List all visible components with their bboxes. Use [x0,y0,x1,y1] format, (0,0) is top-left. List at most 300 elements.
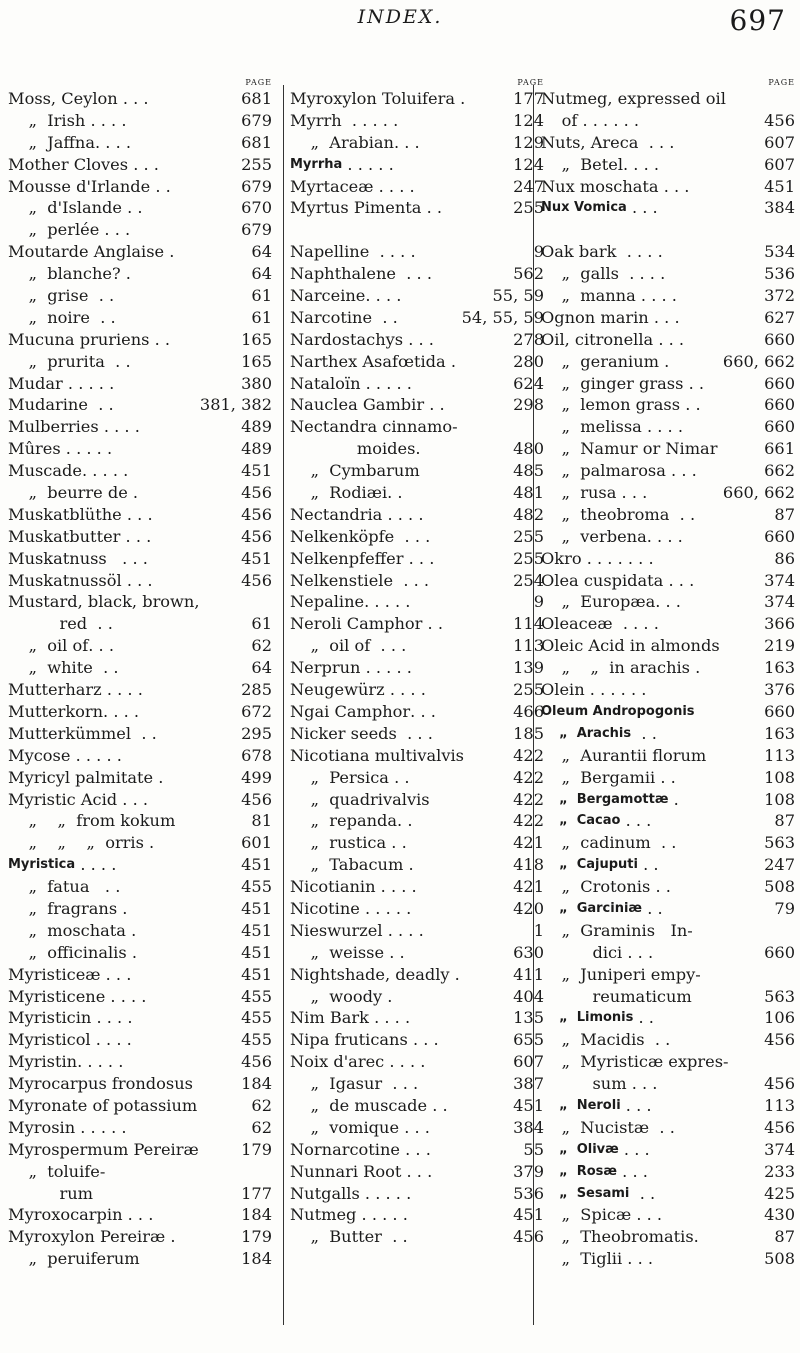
index-page-ref: 660, 662 [722,483,795,503]
index-leader-dots: . . . . [373,176,415,196]
index-entry [8,1139,272,1161]
index-page-ref: 379 [513,1161,544,1181]
index-leader-dots: . . . . [646,526,683,546]
index-term: Napelline [290,242,370,262]
index-page-ref: 179 [241,1227,272,1247]
index-entry [290,832,544,854]
index-page-ref: 380 [241,373,272,393]
index-term: Nipa fruticans [290,1030,408,1050]
index-leader-dots: . . [629,1183,656,1203]
index-page-ref: 660 [764,942,795,962]
index-entry [8,570,272,592]
index-leader-dots: . . . . . [360,373,412,393]
index-term: red [8,614,88,634]
index-page-ref: 254 [513,570,544,590]
index-page-ref: 455 [241,1008,272,1028]
index-leader-dots: . . . . . [75,1117,127,1137]
index-leader-dots: . . [87,395,114,415]
index-leader-dots: . . . . [382,920,424,940]
index-term: Myroxocarpin [8,1205,123,1225]
index-page-ref: 451 [241,942,272,962]
index-leader-dots: . . . [648,307,680,327]
index-page-ref: 660, 662 [722,351,795,371]
index-page-ref: 1 [533,920,544,940]
index-leader-dots: . . . [399,1117,430,1137]
index-entry [290,110,544,132]
index-leader-dots: . . . . [94,132,132,152]
index-entry [8,460,272,482]
index-entry [290,197,544,219]
index-page-ref: 662 [764,461,795,481]
index-leader-dots: . . . . [91,1008,133,1028]
running-title: INDEX. [357,6,443,28]
index-page-ref: 489 [241,439,272,459]
index-page-ref: 425 [764,1183,795,1203]
index-term: „ noire [8,307,90,327]
index-leader-dots: . . . . [368,1008,411,1028]
index-leader-dots [706,745,764,767]
index-leader-dots: . . [680,395,701,415]
index-page-ref: 9 [533,592,544,612]
index-entry [8,613,272,635]
index-term: Olein [541,680,585,700]
index-entry [8,307,272,329]
index-leader-dots [140,1248,241,1270]
index-term: Moutarde Anglaise [8,242,165,262]
index-page-ref: 601 [241,833,272,853]
index-term: Mutterkorn [8,701,104,721]
index-page-ref: 64 [251,242,272,262]
index-entry [8,285,272,307]
index-page-ref: 184 [241,1205,272,1225]
index-page-ref: 233 [764,1161,795,1181]
index-leader-dots: . . . . [101,680,143,700]
index-leader-dots: . . [384,942,405,962]
index-leader-dots: . . . [100,964,132,984]
index-entry [541,504,795,526]
index-entry [8,1117,272,1139]
index-entry [541,635,795,657]
index-page-ref: 660 [764,373,795,393]
index-term: „ d'Islande [8,198,122,218]
index-page-ref: 165 [241,351,272,371]
index-page-ref: 280 [513,351,544,371]
index-term: „ Persica [290,767,389,787]
index-leader-dots: . [126,942,137,962]
index-page-ref: 87 [774,504,795,524]
index-leader-dots [720,635,764,657]
index-page-ref: 184 [241,1074,272,1094]
index-page-ref: 81 [251,811,272,831]
index-leader-dots: . . . [655,592,681,612]
index-leader-dots: . . [381,1227,408,1247]
index-term: Myrocarpus frondosus [8,1074,193,1094]
index-page-ref: 61 [251,286,272,306]
index-entry [541,591,795,613]
index-page-ref: 480 [513,439,544,459]
index-term: Mulberries [8,417,99,437]
index-term: „ rusa [541,483,617,503]
index-leader-dots: . . . . . [341,110,399,130]
index-leader-dots: . . . [620,1095,652,1115]
index-leader-dots: . . [89,877,121,897]
index-leader-dots: . . . [370,636,407,656]
index-term: moides [290,439,416,459]
index-leader-dots: . [165,1227,176,1247]
index-page-ref: 108 [764,767,795,787]
index-leader-dots: . . [104,351,131,371]
index-term: Neugewürz [290,680,385,700]
index-entry [8,373,272,395]
index-term: „ Myristicæ expres- [541,1052,729,1072]
index-leader-dots: . [153,767,164,787]
index-entry [8,1161,272,1183]
index-page-ref: 381, 382 [199,395,272,415]
index-term: „ Arabian [290,132,394,152]
index-leader-dots: . . . . [90,1030,132,1050]
index-entry [290,1139,544,1161]
index-entry [290,1226,544,1248]
index-entry [290,526,544,548]
index-leader-dots: . . . [401,1161,433,1181]
index-page-ref: 536 [764,264,795,284]
index-entry [290,548,544,570]
index-entry [290,329,544,351]
index-page-ref: 451 [241,964,272,984]
index-page-ref: 451 [513,1205,544,1225]
index-entry [8,438,272,460]
index-page-ref: 184 [241,1249,272,1269]
index-page-ref: 508 [764,1249,795,1269]
index-term: „ Arachis [541,725,632,741]
index-entry [541,460,795,482]
index-leader-dots: . . . . [616,242,663,262]
index-leader-dots [726,88,795,110]
index-leader-dots [692,986,764,1008]
page-header [0,4,800,44]
index-term: Nelkenköpfe [290,526,395,546]
index-page-ref: 376 [764,680,795,700]
index-entry [8,219,272,241]
index-term: „ „ from kokum [8,811,176,831]
index-leader-dots: . [449,964,460,984]
index-term: Nux moschata [541,176,659,196]
index-page-ref: 679 [241,176,272,196]
index-page-ref: 247 [513,176,544,196]
index-page-ref: 87 [774,1227,795,1247]
index-page-ref: 106 [764,1008,795,1028]
index-entry [290,438,544,460]
index-page-ref: 679 [241,220,272,240]
index-entry [8,241,272,263]
index-page-ref: 298 [513,395,544,415]
index-term: reumaticum [541,986,692,1006]
index-entry [541,1007,795,1029]
index-entry [290,394,544,416]
index-term: Muskatblüthe [8,504,122,524]
index-leader-dots: . . [89,307,116,327]
index-term: Oleum Andropogonis [541,703,695,719]
index-leader-dots: . . . [638,132,675,152]
index-entry [290,285,544,307]
index-entry [541,373,795,395]
index-term: „ Tabacum [290,855,404,875]
index-term: Narcotine [290,307,373,327]
index-term: „ Cajuputi [541,857,638,873]
index-leader-dots: . [127,483,139,503]
index-page-ref: 278 [513,329,544,349]
index-entry [290,876,544,898]
index-page-ref: 607 [513,1052,544,1072]
index-term: Oleic Acid in almonds [541,636,720,656]
index-term: Nim Bark [290,1008,369,1028]
index-entry [290,1051,544,1073]
index-page-ref: 670 [241,198,272,218]
index-term: Oil, citronella [541,329,654,349]
index-entry [8,548,272,570]
index-entry [541,548,795,570]
index-leader-dots [197,1095,251,1117]
index-leader-dots: . . . [407,1030,439,1050]
index-leader-dots: . [382,986,393,1006]
index-page-ref: 508 [764,877,795,897]
index-entry [541,526,795,548]
index-entry [8,810,272,832]
index-leader-dots: . . [655,767,676,787]
index-term: „ Irish [8,110,86,130]
index-entry [541,964,795,986]
index-term: „ perlée [8,220,100,240]
index-leader-dots: . . . . . [81,461,129,481]
index-leader-dots: . . . . . [359,898,412,918]
index-term: Myrrha [290,156,343,172]
index-leader-dots: . . [642,898,663,918]
index-term: Myristiceæ [8,964,101,984]
index-page-ref: 9 [533,242,544,262]
index-entry [290,810,544,832]
index-entry [290,504,544,526]
index-leader-dots: . . . [394,526,431,546]
index-term: „ Igasur [290,1074,383,1094]
index-page-ref: 451 [241,461,272,481]
index-leader-dots: . [693,1227,699,1247]
index-term: Muskatnuss [8,548,107,568]
index-entry [541,1226,795,1248]
index-term: Nicotine [290,898,360,918]
index-term: Noix d'arec [290,1052,385,1072]
index-leader-dots: . . . . [75,855,117,875]
index-leader-dots: . . . . [365,286,402,306]
index-page-ref: 456 [241,789,272,809]
index-page-ref: 660 [764,526,795,546]
index-page-ref: 607 [764,132,795,152]
index-term: „ ginger grass [541,373,684,393]
index-page-ref: 422 [513,789,544,809]
index-term: Myristica [8,857,76,873]
index-entry [290,767,544,789]
index-page-ref: 64 [251,264,272,284]
index-page-ref: 129 [513,132,544,152]
index-leader-dots: . [117,898,128,918]
index-term: „ palmarosa [541,461,666,481]
index-page-ref: 466 [513,701,544,721]
index-term: Okro [541,548,582,568]
index-leader-dots: . . . [616,483,648,503]
index-leader-dots: . . . . . [62,373,115,393]
index-leader-dots: . . . [121,570,153,590]
index-leader-dots: . . [121,198,143,218]
index-term: of [541,110,578,130]
index-term: „ rustica [290,833,387,853]
index-term: Nutmeg [290,1205,357,1225]
index-leader-dots: . . . [403,329,434,349]
index-page-ref: 62 [251,1095,272,1115]
index-entry [541,1183,795,1205]
index-entry [290,942,544,964]
index-term: Mucuna pruriens [8,329,150,349]
index-term: „ beurre de [8,483,128,503]
index-page-ref: 384 [764,198,795,218]
index-page-ref: 163 [764,723,795,743]
index-page-ref: 86 [774,548,795,568]
index-page-ref: 411 [513,964,544,984]
index-page-ref: 61 [251,614,272,634]
index-term: „ Graminis In- [541,920,693,940]
index-entry [541,132,795,154]
index-page-ref: 456 [764,1074,795,1094]
index-term: „ galls [541,264,619,284]
index-entry [290,986,544,1008]
index-page-ref: 456 [241,483,272,503]
index-entry [8,394,272,416]
index-entry [8,1095,272,1117]
index-entry [541,723,795,745]
index-term: „ oil of [8,636,89,656]
index-entry [8,1073,272,1095]
index-entry [8,1007,272,1029]
index-leader-dots: . . [388,767,410,787]
index-term: „ prurita [8,351,105,371]
index-entry [290,679,544,701]
index-leader-dots: . . . [121,504,153,524]
index-term: „ toluife- [8,1161,106,1181]
index-leader-dots [175,810,251,832]
index-term: „ Macidis [541,1030,645,1050]
index-term: „ Nucistæ [541,1117,650,1137]
index-entry [290,1029,544,1051]
index-leader-dots: . . . . [98,417,140,437]
index-page-ref: 563 [764,986,795,1006]
index-page-ref: 451 [241,898,272,918]
index-leader-dots: . . . . [384,1052,426,1072]
index-term: Narceine [290,286,366,306]
index-leader-dots: . . . . [369,242,416,262]
index-leader-dots: . . [422,614,443,634]
index-leader-dots: . . [683,373,705,393]
index-leader-dots: . . . [620,811,652,831]
index-term: Ngai Camphor [290,701,411,721]
index-page-ref: 418 [513,855,544,875]
index-term: „ Tiglii [541,1249,623,1269]
index-page-ref: 64 [251,658,272,678]
index-page-ref: 374 [764,570,795,590]
index-entry [541,416,795,438]
index-leader-dots: . . [633,1008,654,1028]
index-term: Nornarcotine [290,1139,400,1159]
index-entry [8,723,272,745]
index-entry [290,132,544,154]
index-page-ref: 255 [241,154,272,174]
index-entry [8,1204,272,1226]
index-term: Muskatbutter [8,526,121,546]
index-leader-dots [458,416,544,438]
index-term: „ Bergamii [541,767,656,787]
index-entry [8,701,272,723]
index-leader-dots: . . [387,483,403,503]
index-page-ref: 422 [513,745,544,765]
index-page-ref: 534 [764,242,795,262]
index-page-ref: 456 [241,1052,272,1072]
index-entry [8,1051,272,1073]
index-term: „ blanche? [8,264,121,284]
index-term: „ fatua [8,877,90,897]
index-term: Nutmeg, expressed oil [541,89,726,108]
index-leader-dots: . . . . [103,701,140,721]
index-page-ref: 185 [513,723,544,743]
index-entry [8,657,272,679]
index-entry [8,197,272,219]
index-entry [8,789,272,811]
index-page-ref: 456 [764,1030,795,1050]
index-leader-dots: . . . [393,570,430,590]
index-leader-dots: . . . . [635,286,677,306]
index-entry [541,438,795,460]
index-term: „ oil of [290,636,371,656]
index-term: „ Jaffna [8,132,95,152]
index-page-ref: 679 [241,110,272,130]
index-page-ref: 456 [513,1227,544,1247]
column-page-label: PAGE [517,78,544,87]
index-leader-dots [728,1051,795,1073]
index-entry [8,767,272,789]
index-entry [290,789,544,811]
index-term: Nuts, Areca [541,132,639,152]
index-leader-dots: . . . [631,1205,663,1225]
index-page-ref: 247 [764,855,795,875]
index-page-ref: 661 [764,439,795,459]
index-term: „ cadinum [541,833,651,853]
index-leader-dots: . [690,658,701,678]
index-leader-dots: . . . [117,789,149,809]
index-leader-dots: . . . [382,1074,419,1094]
index-page-ref: 430 [764,1205,795,1225]
page-number: 697 [729,4,786,37]
index-entry [8,351,272,373]
index-entry [541,1073,795,1095]
index-entry [8,176,272,198]
index-entry [541,942,795,964]
index-term: Mutterharz [8,680,102,700]
index-leader-dots: . . . [396,723,433,743]
index-leader-dots: . . [424,395,445,415]
index-term: Nutgalls [290,1183,360,1203]
index-page-ref: 387 [513,1074,544,1094]
index-page-ref: 422 [513,767,544,787]
index-term: Oak bark [541,242,617,262]
index-leader-dots: . . . [617,1161,648,1181]
index-entry [290,898,544,920]
index-entry [541,1029,795,1051]
